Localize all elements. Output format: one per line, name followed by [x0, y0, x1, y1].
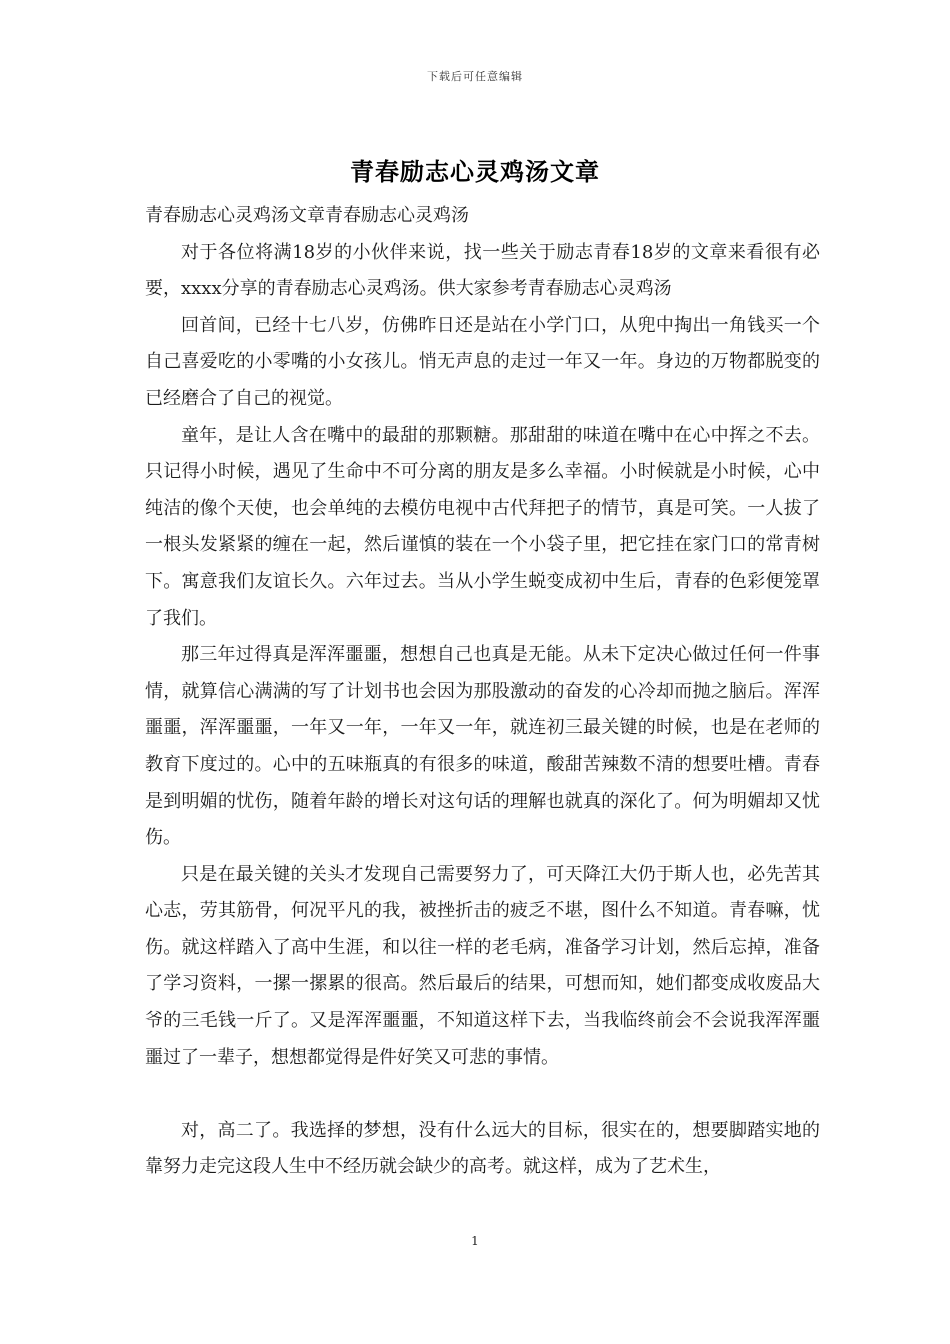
paragraph-senior-year: 对，高二了。我选择的梦想，没有什么远大的目标，很实在的，想要脚踏实地的靠努力走完这段人生中不经历就会缺少的高考。就这样，成为了艺术生，	[145, 1119, 820, 1178]
paragraph-spacer	[145, 1076, 820, 1113]
paragraph-middle-school: 那三年过得真是浑浑噩噩，想想自己也真是无能。从未下定决心做过任何一件事情，就算信心满满的写了计划书也会因为那股激动的奋发的心冷却而抛之脑后。浑浑噩噩，浑浑噩噩，一年又一年，一年又一年，就连初三最关键的时候，也是在老师的教育下度过的。心中的五味瓶真的有很多的味道，酸甜苦辣数不清的想要吐槽。青春是到明媚的忧伤，随着年龄的增长对这句话的理解也就真的深化了。何为明媚却又忧伤。	[145, 644, 820, 849]
paragraph-looking-back: 回首间，已经十七八岁，仿佛昨日还是站在小学门口，从兜中掏出一角钱买一个自己喜爱吃的小零嘴的小女孩儿。悄无声息的走过一年又一年。身边的万物都脱变的已经磨合了自己的视觉。	[145, 314, 820, 409]
paragraph-high-school: 只是在最关键的关头才发现自己需要努力了，可天降江大仍于斯人也，必先苦其心志，劳其筋骨，何况平凡的我，被挫折击的疲乏不堪，图什么不知道。青春嘛，忧伤。就这样踏入了高中生涯，和以往一样的老毛病，准备学习计划，然后忘掉，准备了学习资料，一摞一摞累的很高。然后最后的结果，可想而知，她们都变成收废品大爷的三毛钱一斤了。又是浑浑噩噩，不知道这样下去，当我临终前会不会说我浑浑噩噩过了一辈子，想想都觉得是件好笑又可悲的事情。	[145, 863, 820, 1068]
paragraph-childhood: 童年，是让人含在嘴中的最甜的那颗糖。那甜甜的味道在嘴中在心中挥之不去。只记得小时候，遇见了生命中不可分离的朋友是多么幸福。小时候就是小时候，心中纯洁的像个天使，也会单纯的去模仿电视中古代拜把子的情节，真是可笑。一人拔了一根头发紧紧的缠在一起，然后谨慎的装在一个小袋子里，把它挂在家门口的常青树下。寓意我们友谊长久。六年过去。当从小学生蜕变成初中生后，青春的色彩便笼罩了我们。	[145, 424, 820, 629]
page-number: 1	[471, 1234, 479, 1248]
header-note: 下载后可任意编辑	[427, 70, 523, 83]
paragraph-intro: 对于各位将满18岁的小伙伴来说，找一些关于励志青春18岁的文章来看很有必要，xxxx分享的青春励志心灵鸡汤。供大家参考青春励志心灵鸡汤	[145, 241, 820, 300]
document-title: 青春励志心灵鸡汤文章	[350, 157, 600, 186]
document-body	[145, 198, 820, 1186]
subtitle-line: 青春励志心灵鸡汤文章青春励志心灵鸡汤	[145, 205, 469, 226]
